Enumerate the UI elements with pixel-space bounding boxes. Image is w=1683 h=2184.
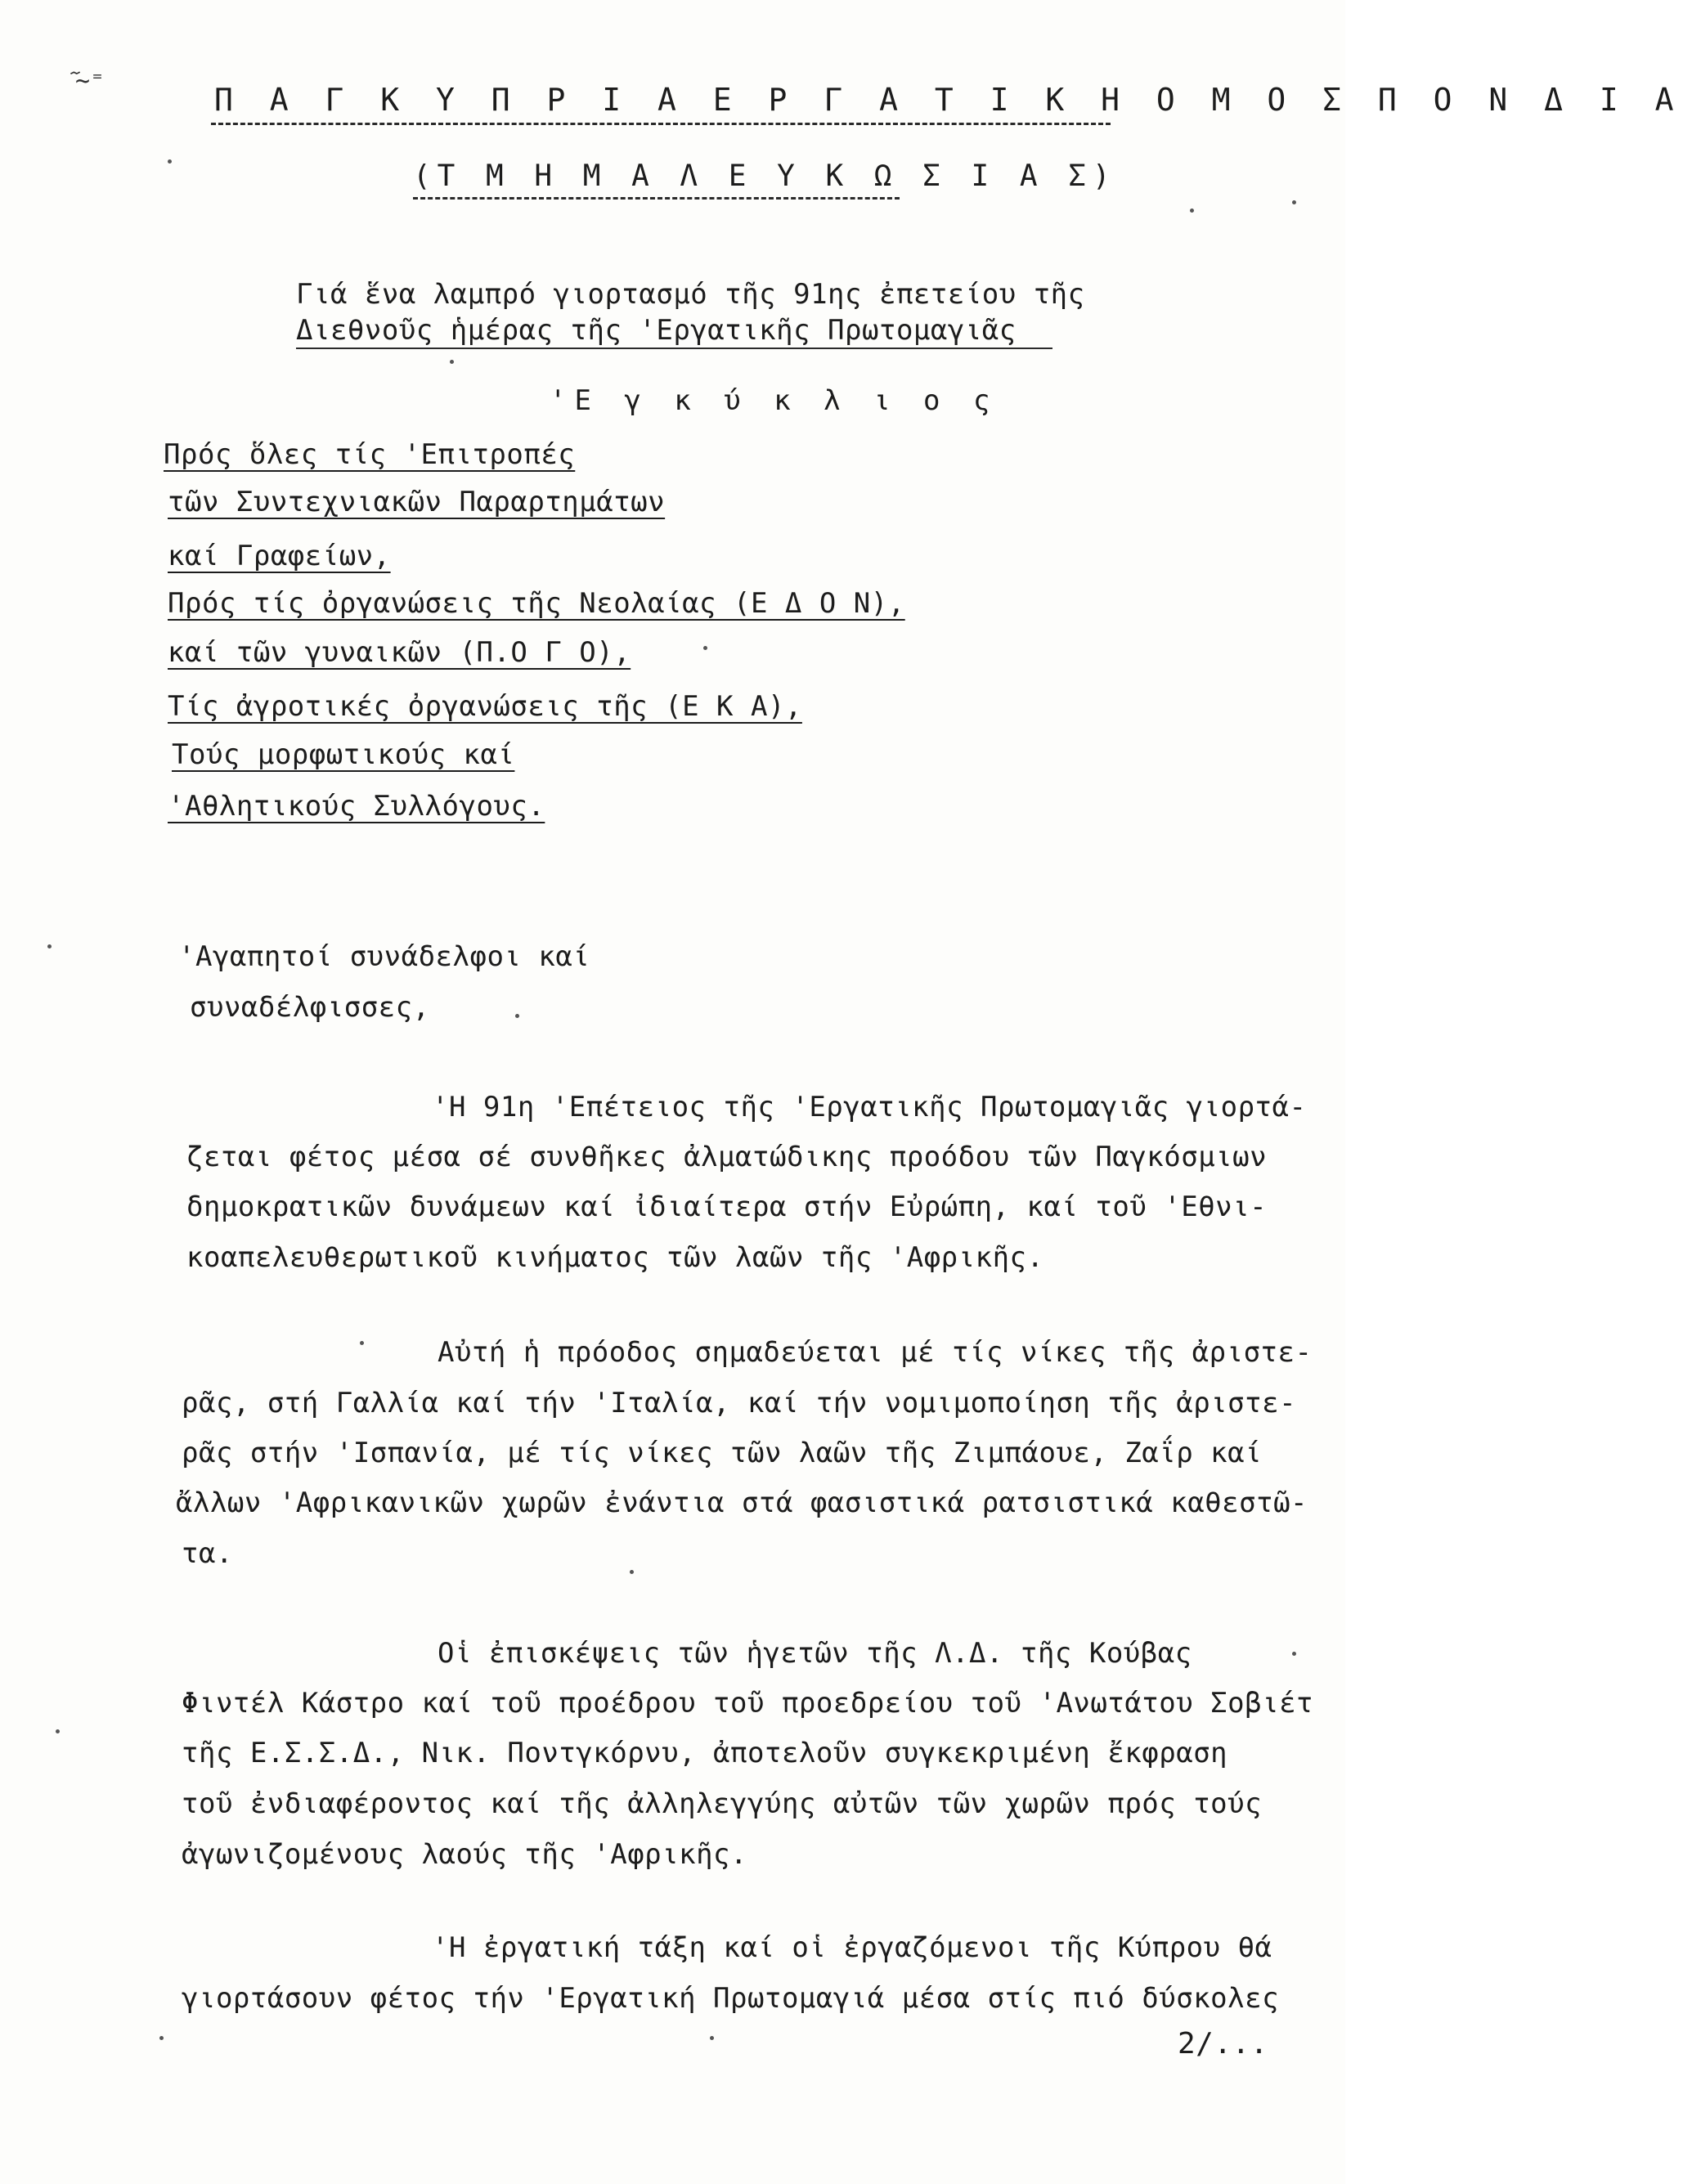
corner-scribble: ᷉~⁼ (75, 67, 105, 96)
occasion-line-1: Γιά ἕνα λαμπρό γιορτασμό τῆς 91ης ἐπετείου τῆς (296, 278, 1085, 311)
paragraph-4-line: γιορτάσουν φέτος τήν 'Εργατική Πρωτομαγιά μέσα στίς πιό δύσκολες (182, 1982, 1280, 2015)
salutation-line-1: 'Αγαπητοί συνάδελφοι καί (178, 940, 590, 973)
recipient-line: 'Αθλητικούς Συλλόγους. (168, 790, 545, 823)
paragraph-3-line: Φιντέλ Κάστρο καί τοῦ προέδρου τοῦ προεδρείου τοῦ 'Ανωτάτου Σοβιέτ (182, 1687, 1314, 1720)
scan-speck (360, 1341, 364, 1345)
recipient-line: καί Γραφείων, (168, 540, 391, 572)
scan-speck (1292, 1652, 1296, 1656)
title-rule (211, 123, 1111, 125)
salutation-line-2: συναδέλφισσες, (190, 991, 430, 1024)
recipient-line: Πρός ὅλες τίς 'Επιτροπές (164, 438, 576, 471)
scan-speck (450, 360, 454, 364)
paragraph-2-line: Αὐτή ἡ πρόοδος σημαδεύεται μέ τίς νίκες τῆς ἀριστε- (438, 1336, 1313, 1369)
paragraph-1-line: 'Η 91η 'Επέτειος τῆς 'Εργατικῆς Πρωτομαγιᾶς γιορτά- (432, 1091, 1307, 1123)
paragraph-1-line: κοαπελευθερωτικοῦ κινήματος τῶν λαῶν τῆς 'Αφρικῆς. (186, 1241, 1044, 1274)
paragraph-2-line: ἄλλων 'Αφρικανικῶν χωρῶν ἐνάντια στά φασιστικά ρατσιστικά καθεστῶ- (176, 1487, 1308, 1519)
scan-speck (168, 159, 172, 164)
page-continuation-marker: 2/... (1178, 2027, 1268, 2061)
subtitle-rule (413, 197, 900, 200)
scan-speck (56, 1729, 60, 1733)
occasion-line-2: Διεθνοῦς ἡμέρας τῆς 'Εργατικῆς Πρωτομαγιᾶς (296, 314, 1017, 347)
recipient-line: καί τῶν γυναικῶν (Π.Ο Γ Ο), (168, 636, 631, 669)
paragraph-3-line: ἀγωνιζομένους λαούς τῆς 'Αφρικῆς. (182, 1838, 748, 1871)
scan-speck (703, 646, 707, 650)
paragraph-3-line: τῆς Ε.Σ.Σ.Δ., Νικ. Ποντγκόρνυ, ἀποτελοῦν συγκεκριμένη ἔκφραση (182, 1737, 1228, 1769)
paragraph-1-line: δημοκρατικῶν δυνάμεων καί ἰδιαίτερα στήν Εὐρώπη, καί τοῦ 'Εθνι- (186, 1191, 1268, 1223)
scan-speck (159, 2036, 164, 2040)
paragraph-3-line: Οἱ ἐπισκέψεις τῶν ἡγετῶν τῆς Λ.Δ. τῆς Κούβας (438, 1637, 1192, 1670)
paragraph-3-line: τοῦ ἐνδιαφέροντος καί τῆς ἀλληλεγγύης αὐτῶν τῶν χωρῶν πρός τούς (182, 1787, 1263, 1820)
paragraph-1-line: ζεται φέτος μέσα σέ συνθῆκες ἀλματώδικης προόδου τῶν Παγκόσμιων (186, 1141, 1268, 1173)
paragraph-2-line: τα. (182, 1537, 233, 1570)
occasion-rule (296, 348, 1052, 349)
organization-title: Π Α Γ Κ Υ Π Ρ Ι Α Ε Ρ Γ Α Τ Ι Κ Η Ο Μ Ο Σ Π Ο Ν Δ Ι Α (214, 82, 1683, 118)
paragraph-4-line: 'Η ἐργατική τάξη καί οἱ ἐργαζόμενοι τῆς Κύπρου θά (432, 1931, 1272, 1964)
recipient-line: Πρός τίς ὀργανώσεις τῆς Νεολαίας (Ε Δ Ο Ν), (168, 587, 905, 620)
recipient-line: Τούς μορφωτικούς καί (172, 738, 515, 771)
scan-speck (47, 944, 52, 948)
scan-speck (710, 2036, 714, 2040)
scan-speck (515, 1014, 519, 1018)
scan-speck (630, 1570, 634, 1574)
recipient-line: τῶν Συντεχνιακῶν Παραρτημάτων (168, 486, 666, 518)
paragraph-2-line: ρᾶς, στή Γαλλία καί τήν 'Ιταλία, καί τήν νομιμοποίηση τῆς ἀριστε- (182, 1387, 1297, 1419)
scan-speck (1292, 200, 1296, 204)
document-type: 'Ε γ κ ύ κ λ ι ο ς (550, 384, 999, 417)
recipient-line: Τίς ἀγροτικές ὀργανώσεις τῆς (Ε Κ Α), (168, 690, 802, 723)
scan-speck (1190, 209, 1194, 213)
paragraph-2-line: ρᾶς στήν 'Ισπανία, μέ τίς νίκες τῶν λαῶν τῆς Ζιμπάουε, Ζαΐρ καί (182, 1437, 1263, 1469)
department-subtitle: (Τ Μ Η Μ Α Λ Ε Υ Κ Ω Σ Ι Α Σ) (413, 159, 1117, 193)
